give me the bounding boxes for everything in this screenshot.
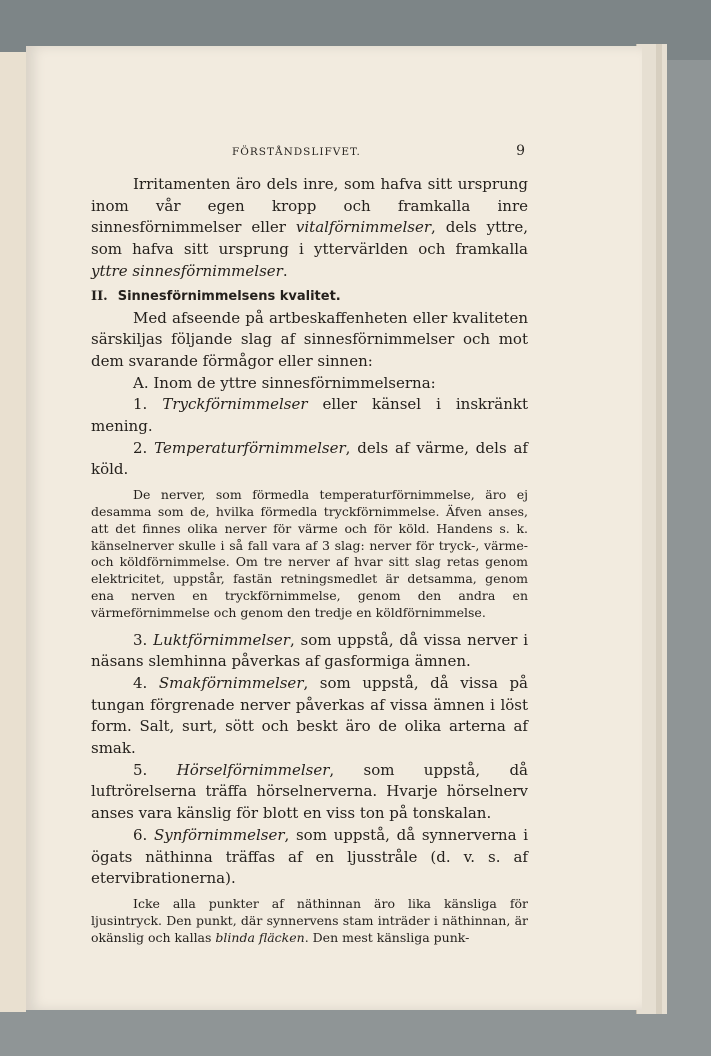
- term-horselfornimmelser: Hörselförnimmelser: [176, 760, 330, 779]
- list-item-2: 2. Temperaturförnimmelser, dels af värme, dels af köld.: [91, 438, 528, 479]
- term-yttre-sinnesfornimmelser: yttre sinnesförnimmelser: [91, 261, 283, 280]
- list-item-1: 1. Tryckförnimmelser eller känsel i inskränkt mening.: [91, 395, 528, 436]
- facing-page-edge: [0, 52, 26, 1012]
- page-stack-edge-inner: [656, 44, 662, 1014]
- list-item-4: 4. Smakförnimmelser, som uppstå, då vissa på tungan förgrenade nerver påverkas af vissa ämnen i löst form. Salt, surt, sött och beskt äro de olika arterna af smak.: [91, 673, 528, 758]
- paragraph-artbeskaffenheten: Med afseende på artbeskaffenheten eller kvaliteten särskiljas följande slag af sinnesförnimmelser och mot dem svarande förmågor eller sinnen:: [91, 308, 528, 370]
- note-retina: Icke alla punkter af näthinnan äro lika känsliga för ljusintryck. Den punkt, där synnervens stam inträder i näthinnan, är okänslig och kallas blinda fläcken. Den mest känsliga punk-: [91, 895, 528, 945]
- section-title: Sinnesförnimmelsens kvalitet.: [117, 288, 341, 304]
- section-heading: [91, 289, 528, 304]
- paragraph-irritamenten: Irritamenten äro dels inre, som hafva sitt ursprung inom vår egen kropp och framkalla inre sinnesförnimmelser eller vitalförnimmelser, dels yttre, som hafva sitt ursprung i yttervärlden och framkalla yttre sinnesförnimmelser.: [91, 175, 528, 280]
- page-body: [91, 174, 528, 946]
- page-number: 9: [516, 143, 526, 159]
- list-item-6: 6. Synförnimmelser, som uppstå, då synnerverna i ögats näthinna träffas af en ljusstråle (d. v. s. af etervibrationerna).: [91, 825, 528, 888]
- term-smakfornimmelser: Smakförnimmelser: [158, 673, 304, 692]
- term-vitalfornimmelser: vitalförnimmelser: [295, 218, 432, 237]
- term-synfornimmelser: Synförnimmelser: [154, 825, 285, 844]
- term-temperaturfornimmelser: Temperaturförnimmelser: [154, 438, 346, 457]
- term-luktfornimmelser: Luktförnimmelser: [153, 630, 290, 649]
- list-item-5: 5. Hörselförnimmelser, som uppstå, då luftrörelserna träffa hörselnerverna. Hvarje hörselnerv anses vara känslig för blott en viss ton på tonskalan.: [91, 760, 528, 823]
- term-tryckfornimmelser: Tryckförnimmelser: [162, 395, 308, 414]
- list-item-3: 3. Luktförnimmelser, som uppstå, då vissa nerver i näsans slemhinna påverkas af gasformiga ämnen.: [91, 630, 528, 671]
- subsection-a: A. Inom de yttre sinnesförnimmelserna:: [133, 373, 436, 392]
- term-blinda-flacken: blinda fläcken: [215, 929, 305, 945]
- running-title: FÖRSTÅNDSLIFVET.: [232, 146, 361, 158]
- note-temperature-nerves: De nerver, som förmedla temperaturförnimmelse, äro ej desamma som de, hvilka förmedla tryckförnimmelse. Äfven anses, att det finnes olika nerver för värme och för köld. Handens s. k. känselnerver skulle i så fall vara af 3 slag: nerver för tryck-, värme- och köldförnimmelse. Om tre nerver af hvar sitt slag retas genom elektricitet, uppstår, fastän retningsmedlet är detsamma, genom ena nerven en tryckförnimmelse, genom den andra en värmeförnimmelse och genom den tredje en köldförnimmelse.: [91, 487, 528, 620]
- section-number: II.: [91, 288, 108, 304]
